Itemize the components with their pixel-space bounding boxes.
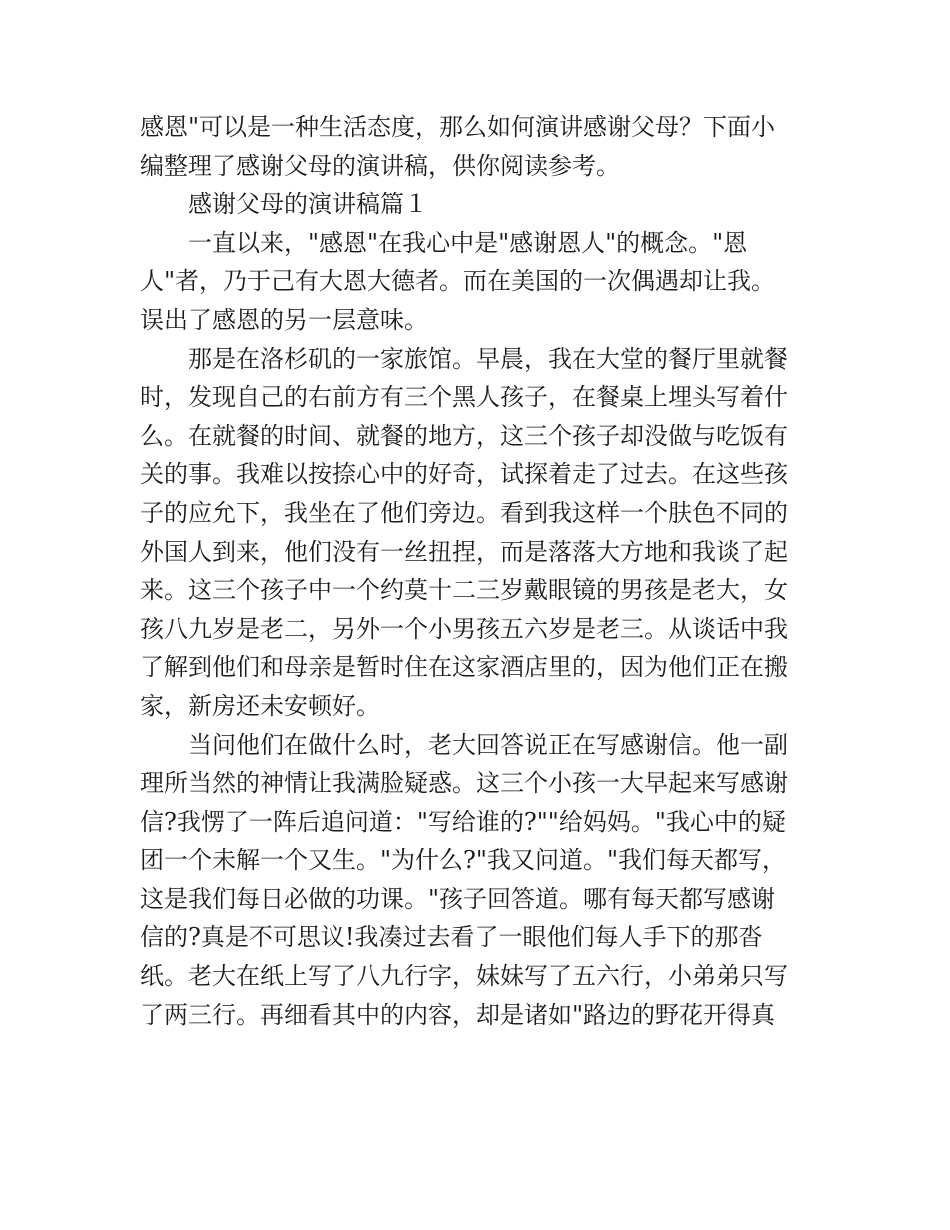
text-line: 了两三行。再细看其中的内容，却是诸如"路边的野花开得真	[140, 1000, 776, 1029]
text-line: 当问他们在做什么时，老大回答说正在写感谢信。他一副	[188, 730, 788, 759]
section-heading: 感谢父母的演讲稿篇１	[188, 190, 428, 219]
text-line: 误出了感恩的另一层意味。	[140, 305, 428, 334]
text-line: 团一个未解一个又生。"为什么?"我又问道。"我们每天都写，	[140, 846, 786, 875]
text-line: 一直以来，"感恩"在我心中是"感谢恩人"的概念。"恩	[188, 228, 748, 257]
text-line: 编整理了感谢父母的演讲稿，供你阅读参考。	[140, 151, 620, 180]
text-line: 孩八九岁是老二，另外一个小男孩五六岁是老三。从谈话中我	[140, 614, 788, 643]
text-line: 那是在洛杉矶的一家旅馆。早晨，我在大堂的餐厅里就餐	[188, 344, 788, 373]
text-line: 信的?真是不可思议!我凑过去看了一眼他们每人手下的那沓	[140, 923, 763, 952]
text-line: 家，新房还未安顿好。	[140, 691, 380, 720]
text-line: 感恩"可以是一种生活态度，那么如何演讲感谢父母？下面小	[140, 113, 776, 141]
text-line: 信?我愣了一阵后追问道："写给谁的?""给妈妈。"我心中的疑	[140, 807, 786, 836]
text-line: 来。这三个孩子中一个约莫十二三岁戴眼镜的男孩是老大，女	[140, 576, 788, 605]
text-line: 子的应允下，我坐在了他们旁边。看到我这样一个肤色不同的	[140, 498, 788, 527]
text-line: 了解到他们和母亲是暂时住在这家酒店里的，因为他们正在搬	[140, 653, 788, 682]
text-line: 纸。老大在纸上写了八九行字，妹妹写了五六行，小弟弟只写	[140, 962, 788, 991]
text-line: 外国人到来，他们没有一丝扭捏，而是落落大方地和我谈了起	[140, 537, 788, 566]
document-body	[140, 108, 812, 1034]
text-line: 时，发现自己的右前方有三个黑人孩子，在餐桌上埋头写着什	[140, 383, 788, 412]
text-line: 关的事。我难以按捺心中的好奇，试探着走了过去。在这些孩	[140, 460, 788, 489]
text-line: 人"者，乃于己有大恩大德者。而在美国的一次偶遇却让我。	[140, 267, 776, 296]
text-line: 理所当然的神情让我满脸疑惑。这三个小孩一大早起来写感谢	[140, 769, 788, 798]
text-line: 这是我们每日必做的功课。"孩子回答道。哪有每天都写感谢	[140, 884, 776, 913]
text-line: 么。在就餐的时间、就餐的地方，这三个孩子却没做与吃饭有	[140, 421, 788, 450]
